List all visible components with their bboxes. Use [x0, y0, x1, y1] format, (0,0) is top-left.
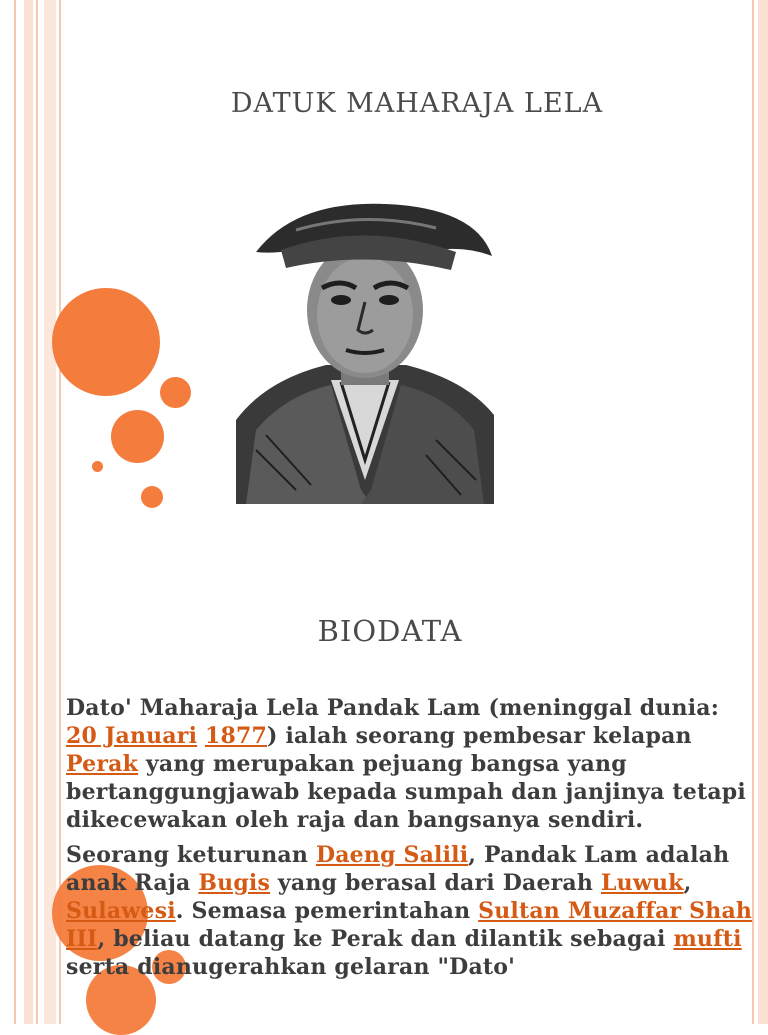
link-1877[interactable]: 1877	[205, 723, 268, 749]
text-run	[197, 723, 205, 749]
text-run: . Semasa pemerintahan	[175, 898, 479, 924]
decor-stripe-2	[24, 0, 33, 1024]
link-perak[interactable]: Perak	[66, 751, 139, 777]
link-sultan-muzaffar-shah-iii[interactable]: Sultan Muzaffar Shah III	[66, 898, 753, 952]
decor-circle-medium	[111, 410, 164, 463]
decor-circle-small-2	[141, 486, 163, 508]
text-run: , beliau datang ke Perak dan dilantik sebagai	[97, 926, 674, 952]
link-luwuk[interactable]: Luwuk	[600, 870, 684, 896]
section-title: BIODATA	[317, 614, 463, 648]
slide-title: DATUK MAHARAJA LELA	[230, 88, 604, 119]
link-20-januari[interactable]: 20 Januari	[66, 723, 198, 749]
text-run: yang berasal dari Daerah	[270, 870, 601, 896]
decor-circle-small-1	[160, 377, 191, 408]
decor-circle-tiny	[92, 461, 103, 472]
decor-stripe-3	[36, 0, 38, 1024]
link-sulawesi[interactable]: Sulawesi	[66, 898, 176, 924]
text-run: Dato' Maharaja Lela Pandak Lam (meninggal dunia:	[66, 695, 720, 721]
text-run: yang merupakan pejuang bangsa yang bertanggungjawab kepada sumpah dan janjinya tetapi dikecewakan oleh raja dan bangsanya sendiri.	[66, 751, 746, 833]
text-run: ) ialah seorang pembesar kelapan	[267, 723, 692, 749]
biodata-paragraph-2	[66, 841, 756, 981]
text-run: serta dianugerahkan gelaran "Dato'	[66, 954, 516, 980]
link-daeng-salili[interactable]: Daeng Salili	[315, 842, 469, 868]
decor-stripe-1	[14, 0, 16, 1024]
text-run: Seorang keturunan	[66, 842, 316, 868]
text-run: , Pandak Lam adalah anak Raja	[66, 842, 730, 896]
biodata-body	[66, 694, 756, 988]
link-mufti[interactable]: mufti	[673, 926, 742, 952]
decor-stripe-5	[59, 0, 61, 1024]
biodata-paragraph-1	[66, 694, 756, 834]
decor-stripe-right-2	[758, 0, 768, 1024]
decor-stripe-4	[44, 0, 56, 1024]
portrait-sketch-icon	[236, 190, 494, 504]
decor-circle-large	[52, 288, 160, 396]
text-run: ,	[683, 870, 692, 896]
link-bugis[interactable]: Bugis	[198, 870, 271, 896]
